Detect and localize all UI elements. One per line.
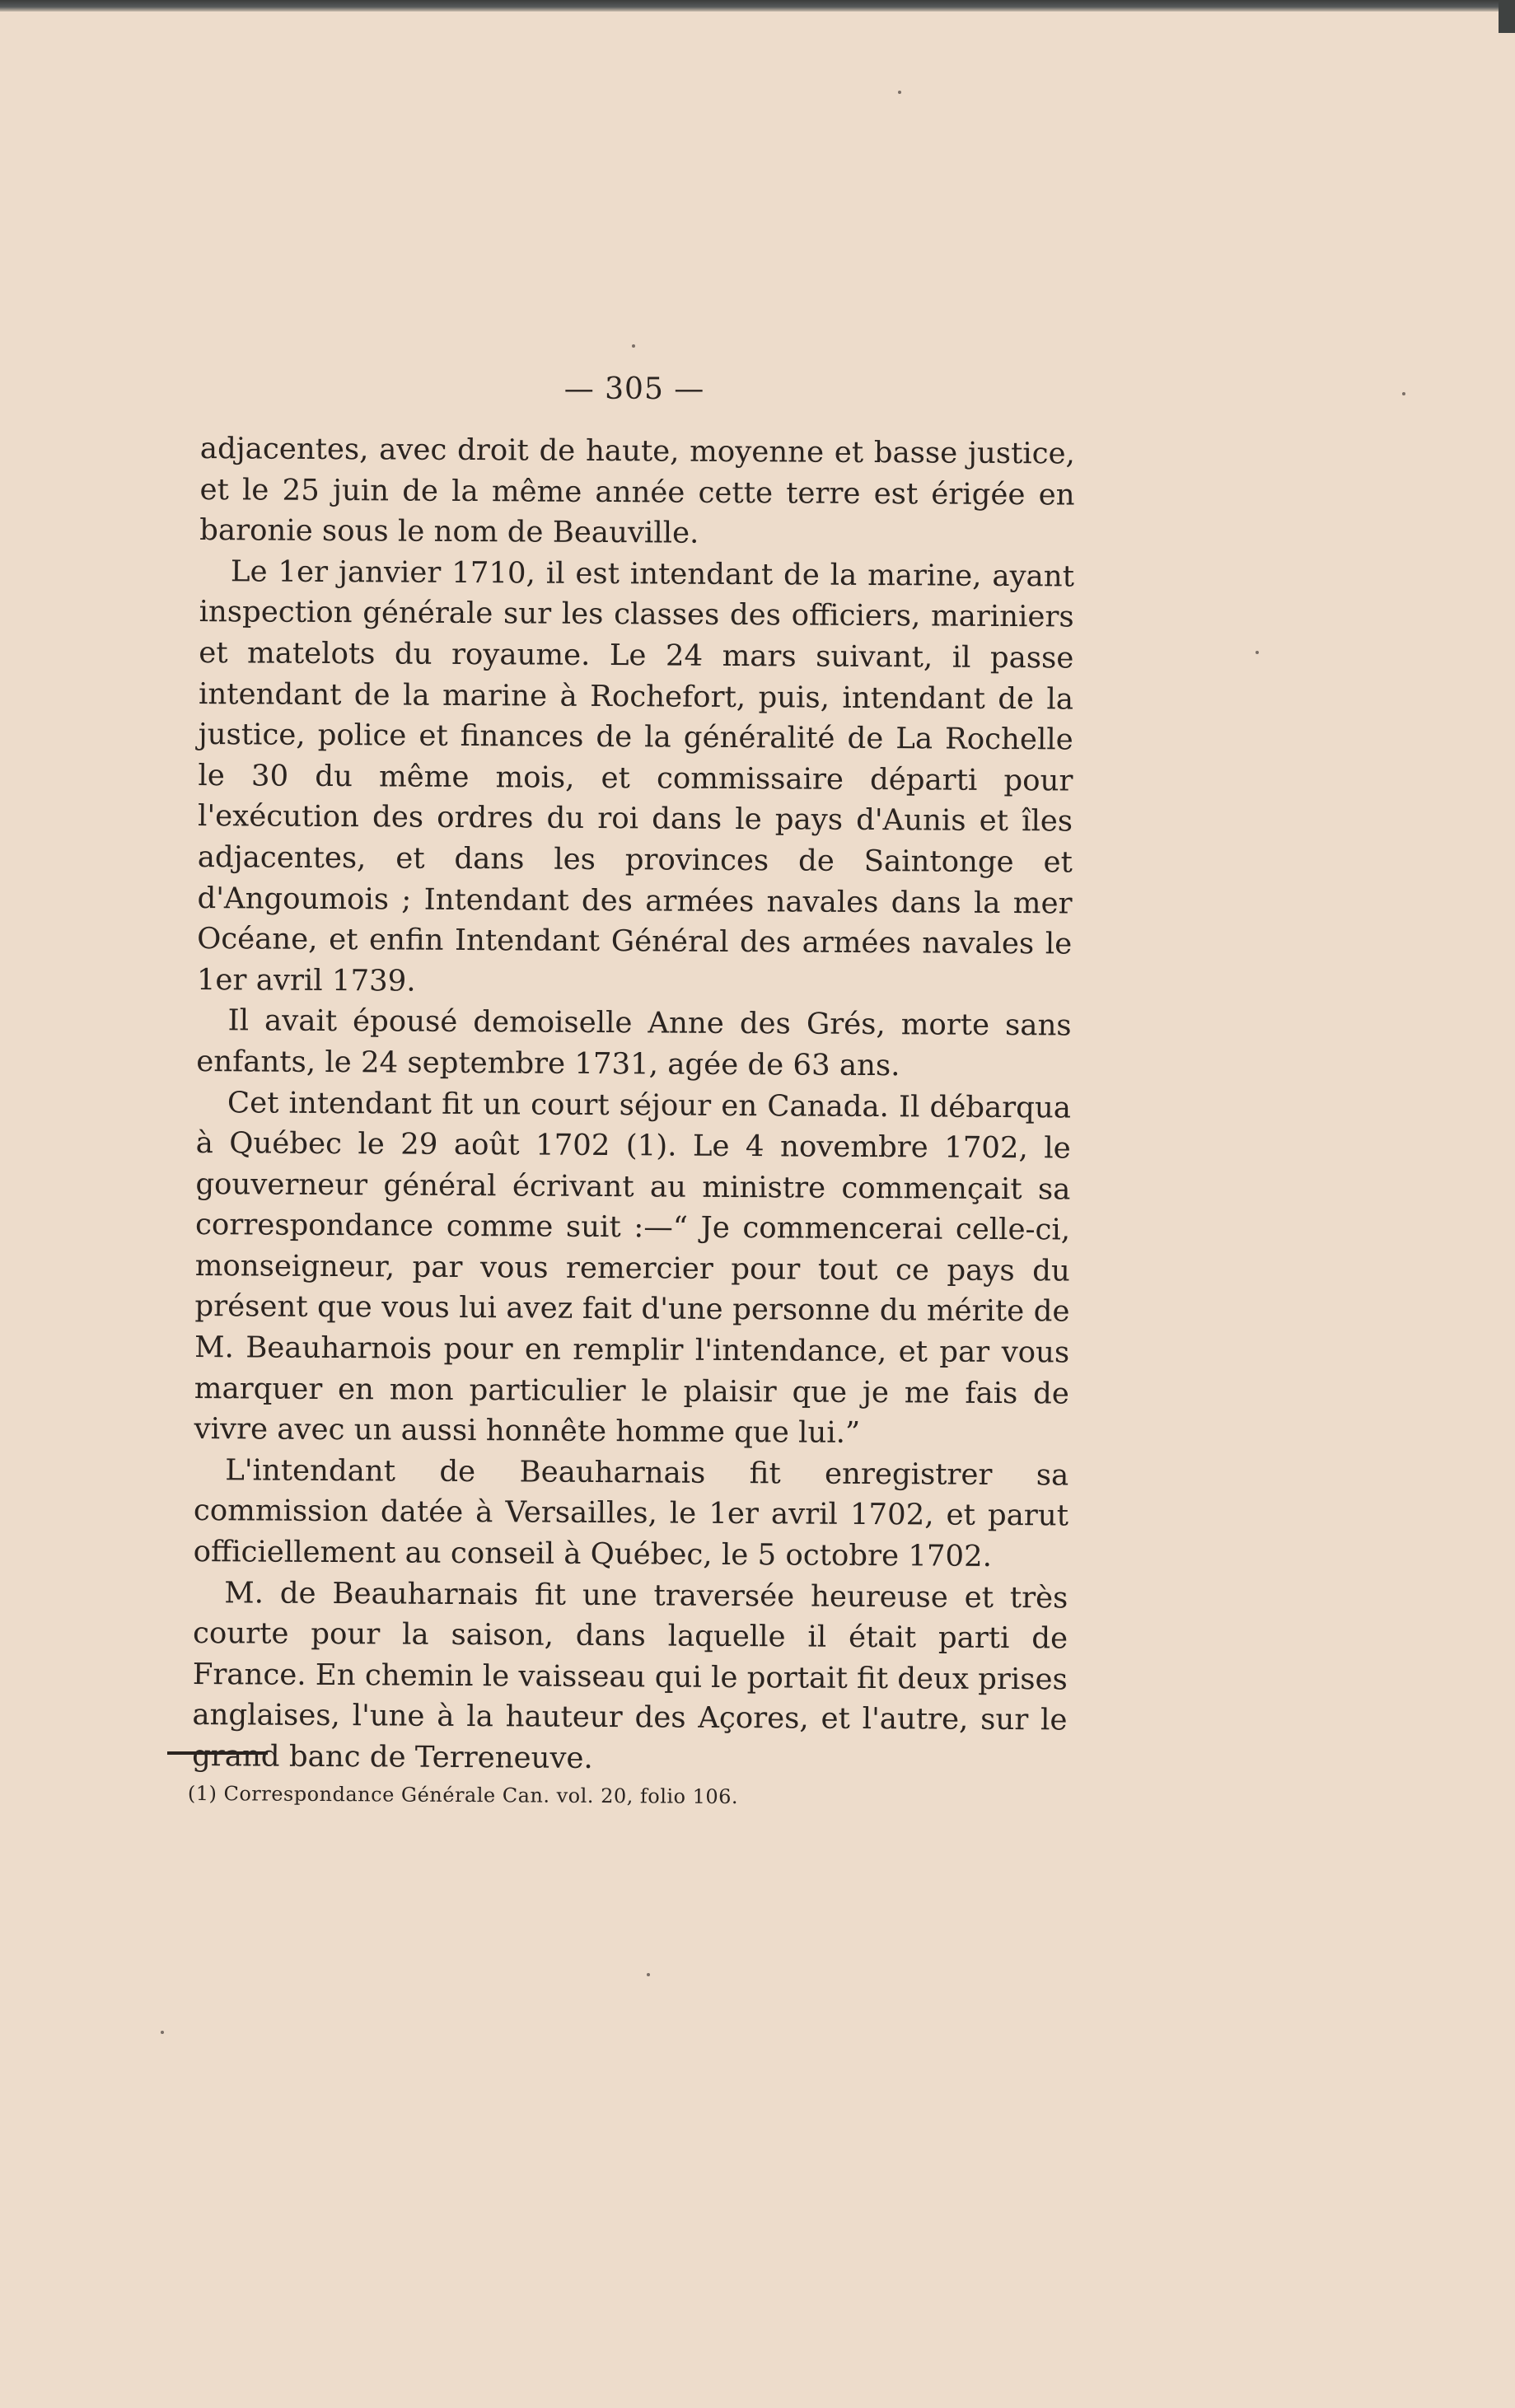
footnote: (1) Correspondance Générale Can. vol. 20, folio 106. (187, 1782, 739, 1809)
paragraph-5: L'intendant de Beauharnais fit enregistrer sa commission datée à Versailles, le 1er avril 1702, et parut officiellement au conseil à Québec, le 5 octobre 1702. (193, 1453, 1069, 1573)
paper-speck (1255, 651, 1259, 654)
paper-speck (898, 91, 901, 94)
paragraph-3: Il avait épousé demoiselle Anne des Grés, morte sans enfants, le 24 septembre 1731, agée de 63 ans. (196, 1003, 1072, 1083)
body-text (192, 428, 1075, 1782)
paragraph-2: Le 1er janvier 1710, il est intendant de la marine, ayant inspection générale sur les classes des officiers, mariniers et matelots du royaume. Le 24 mars suivant, il passe intendant de la marine à Rochefort, puis, intendant de la justice, police et finances de la généralité de La Rochelle le 30 du même mois, et commissaire départi pour l'exécution des ordres du roi dans le pays d'Aunis et îles adjacentes, et dans les provinces de Saintonge et d'Angoumois ; Intendant des armées navales dans la mer Océane, et enfin Intendant Général des armées navales le 1er avril 1739. (196, 554, 1075, 998)
paper-speck (647, 1973, 650, 1976)
paragraph-4: Cet intendant fit un court séjour en Canada. Il débarqua à Québec le 29 août 1702 (1). Le 4 novembre 1702, le gouverneur général écrivant au ministre commençait sa correspondance comme suit :—“ Je commencerai celle-ci, monseigneur, par vous remercier pour tout ce pays du présent que vous lui avez fait d'une personne du mérite de M. Beauharnois pour en remplir l'intendance, et par vous marquer en mon particulier le plaisir que je me fais de vivre avec un aussi honnête homme que lui.” (194, 1085, 1072, 1451)
paragraph-1: adjacentes, avec droit de haute, moyenne et basse justice, et le 25 juin de la même année cette terre est érigée en baronie sous le nom de Beauville. (199, 431, 1075, 550)
page-number: — 305 — (563, 372, 705, 406)
paper-speck (632, 344, 635, 348)
paragraph-6: M. de Beauharnais fit une traversée heureuse et très courte pour la saison, dans laquelle il était parti de France. En chemin le vaisseau qui le portait fit deux prises anglaises, l'une à la hauteur des Açores, et l'autre, sur le grand banc de Terreneuve. (192, 1575, 1068, 1775)
scan-top-edge (0, 0, 1515, 12)
paper-speck (1402, 392, 1405, 395)
footnote-divider (167, 1751, 268, 1755)
scan-corner (1499, 0, 1515, 33)
paper-speck (161, 2031, 164, 2034)
